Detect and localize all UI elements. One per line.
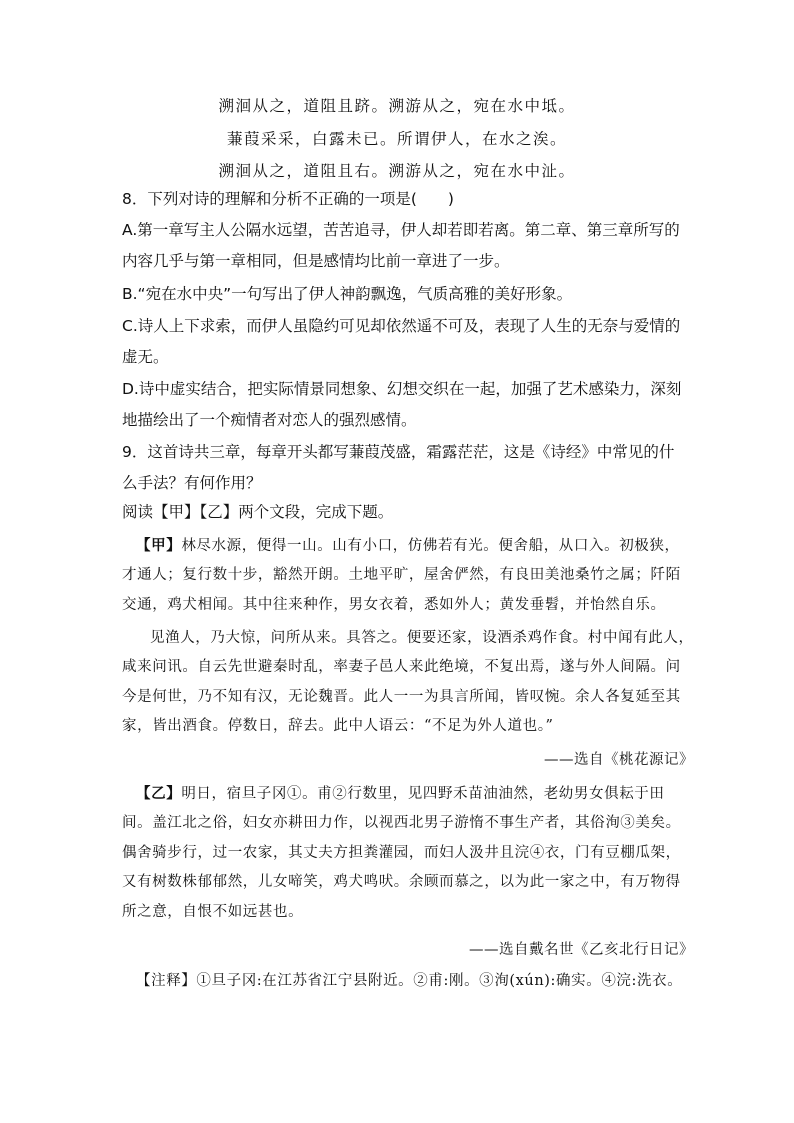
passage-yi-source: ——选自戴名世《乙亥北行日记》 xyxy=(469,942,694,958)
reading-instructions: 阅读【甲】【乙】两个文段，完成下题。 xyxy=(122,503,394,521)
passage-yi-label: 【乙】 xyxy=(136,786,182,802)
question-8-stem: 8．下列对诗的理解和分析不正确的一项是( ) xyxy=(122,190,454,208)
passage-jia-label: 【甲】 xyxy=(136,538,182,554)
passage-jia-paragraph-2: 见渔人，乃大惊，问所从来。具答之。便要还家，设酒杀鸡作食。村中闻有此人，咸来问讯。自云先世避秦时乱，率妻子邑人来此绝境，不复出焉，遂与外人间隔。问今是何世，乃不知有汉，无论魏晋。此人一一为具言所闻，皆叹惋。余人各复延至其家，皆出酒食。停数日，辞去。此中人语云：“不足为外人道也。” xyxy=(122,630,694,735)
poem-line-1: 溯洄从之，道阻且跻。溯游从之，宛在水中坻。 xyxy=(218,97,576,115)
passage-jia-text-1: 林尽水源，便得一山。山有小口，仿佛若有光。便舍船，从口入。初极狭，才通人；复行数十步，豁然开朗。土地平旷，屋舍俨然，有良田美池桑竹之属；阡陌交通，鸡犬相闻。其中往来种作，男女衣着，悉如外人；黄发垂髫，并怡然自乐。 xyxy=(122,538,681,613)
passage-jia-source: ——选自《桃花源记》 xyxy=(544,752,694,768)
question-8-option-b: B.“宛在水中央”一句写出了伊人神韵飘逸，气质高雅的美好形象。 xyxy=(122,285,573,303)
annotation-notes: 【注释】①旦子冈:在江苏省江宁县附近。②甫:刚。③洵(xún):确实。④浣:洗衣。 xyxy=(136,973,683,989)
question-8-option-a: A.第一章写主人公隔水远望，苦苦追寻，伊人却若即若离。第二章、第三章所写的内容几乎与第一章相同，但是感情均比前一章进了一步。 xyxy=(122,221,680,270)
passage-yi-text: 明日，宿旦子冈①。甫②行数里，见四野禾苗油油然，老幼男女俱耘于田间。盖江北之俗，妇女亦耕田力作，以视西北男子游惰不事生产者，其俗洵③美矣。偶舍骑步行，过一农家，其丈夫方担粪灌园，而妇人汲井且浣④衣，门有豆棚瓜架，又有树数株郁郁然，儿女啼笑，鸡犬鸣吠。余顾而慕之，以为此一家之中，有万物得所之意，自恨不如远甚也。 xyxy=(122,786,681,920)
question-8-option-d: D.诗中虚实结合，把实际情景同想象、幻想交织在一起，加强了艺术感染力，深刻地描绘出了一个痴情者对恋人的强烈感情。 xyxy=(122,380,682,429)
question-9-stem: 9．这首诗共三章，每章开头都写蒹葭茂盛，霜露茫茫，这是《诗经》中常见的什么手法？有何作用？ xyxy=(122,443,675,492)
passage-yi-paragraph xyxy=(122,780,694,927)
poem-line-2: 蒹葭采采，白露未已。所谓伊人，在水之涘。 xyxy=(226,130,567,148)
passage-jia-paragraph-1 xyxy=(122,532,694,620)
poem-line-3: 溯洄从之，道阻且右。溯游从之，宛在水中沚。 xyxy=(218,162,576,180)
question-8-option-c: C.诗人上下求索，而伊人虽隐约可见却依然遥不可及，表现了人生的无奈与爱情的虚无。 xyxy=(122,317,681,366)
